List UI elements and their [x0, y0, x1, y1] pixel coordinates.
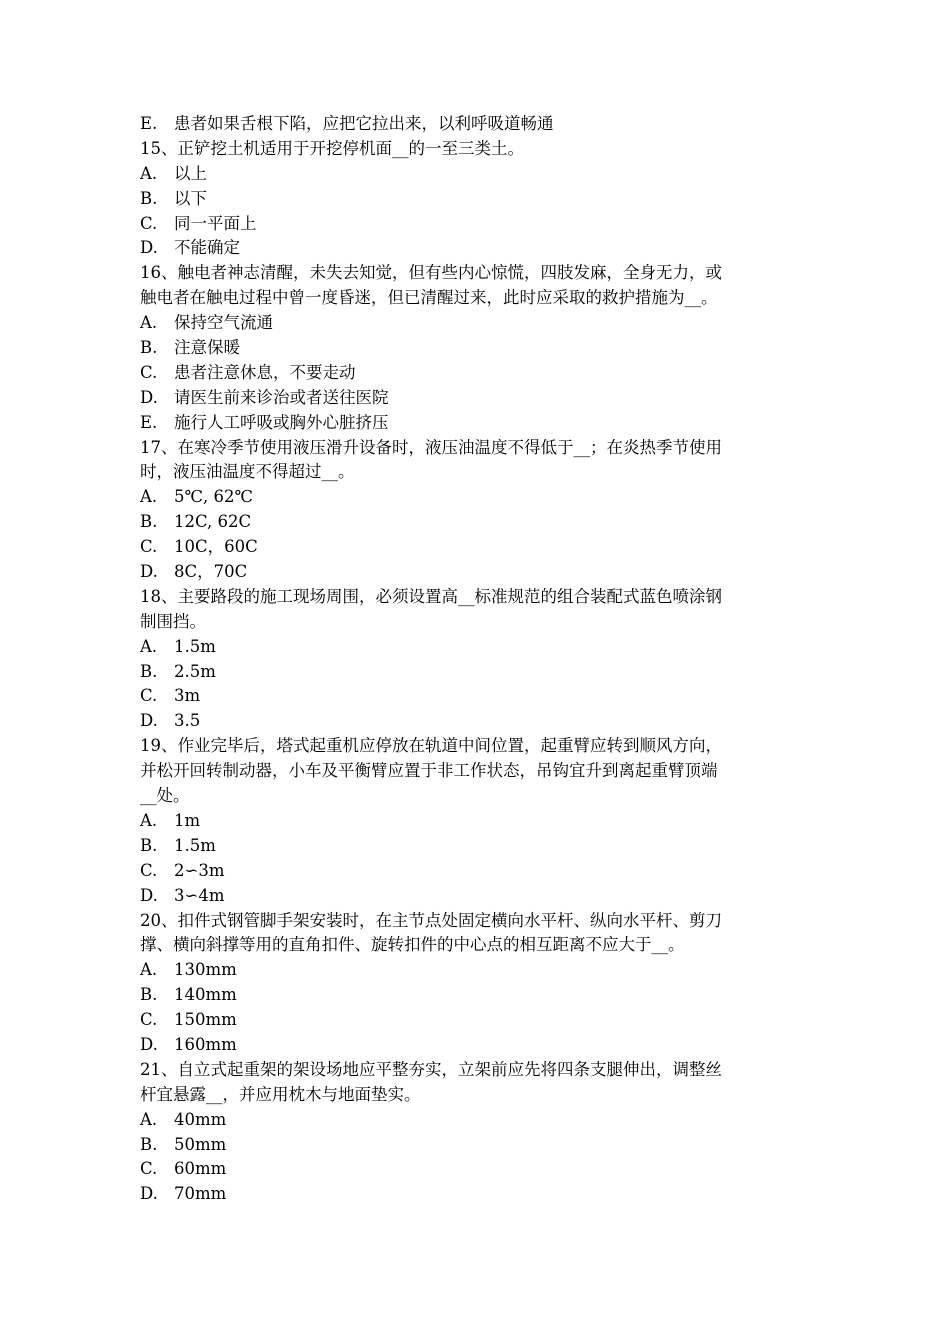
option-letter: B. [140, 835, 158, 855]
question-block [140, 734, 820, 908]
answer-option [140, 859, 820, 884]
option-text: 130mm [174, 960, 237, 980]
question-number: 18、 [140, 586, 178, 606]
option-text: 150mm [174, 1010, 237, 1030]
option-letter: A. [140, 636, 158, 656]
option-text: 1.5m [174, 636, 216, 656]
option-text: 1.5m [174, 835, 216, 855]
option-text: 同一平面上 [174, 213, 257, 233]
option-letter: A. [140, 163, 158, 183]
question-text-line [140, 460, 820, 485]
answer-option [140, 1008, 820, 1033]
answer-option [140, 187, 820, 212]
question-text-line [140, 436, 820, 461]
answer-option [140, 336, 820, 361]
option-text: 以上 [174, 163, 207, 183]
question-text-line [140, 1083, 820, 1108]
answer-option [140, 884, 820, 909]
question-text: 杆宜悬露__，并应用枕木与地面垫实。 [140, 1084, 421, 1104]
answer-option [140, 212, 820, 237]
question-text: 并松开回转制动器，小车及平衡臂应置于非工作状态，吊钩宜升到离起重臂顶端 [140, 761, 718, 781]
answer-option [140, 1157, 820, 1182]
answer-option [140, 560, 820, 585]
question-text: 制围挡。 [140, 611, 206, 631]
answer-option [140, 485, 820, 510]
option-letter: A. [140, 1109, 158, 1129]
option-letter: C. [140, 213, 158, 233]
question-text: 自立式起重架的架设场地应平整夯实，立架前应先将四条支腿伸出，调整丝 [177, 1059, 722, 1079]
question-text: 作业完毕后，塔式起重机应停放在轨道中间位置，起重臂应转到顺风方向， [177, 736, 722, 756]
option-text: 1m [174, 810, 201, 830]
question-text: __处。 [140, 786, 190, 806]
question-text-line [140, 784, 820, 809]
question-number: 21、 [140, 1059, 178, 1079]
option-text: 10C，60C [174, 537, 258, 557]
option-text: 5℃, 62℃ [174, 487, 253, 507]
option-text: 70mm [174, 1184, 227, 1204]
question-block [140, 909, 820, 1058]
leading-option [140, 112, 820, 137]
answer-option [140, 1182, 820, 1207]
option-text: 50mm [174, 1134, 227, 1154]
answer-option [140, 236, 820, 261]
option-text: 2∽3m [174, 860, 225, 880]
answer-option [140, 660, 820, 685]
question-text-line [140, 734, 820, 759]
option-letter: C. [140, 1010, 158, 1030]
answer-option [140, 510, 820, 535]
question-text-line [140, 933, 820, 958]
option-letter: D. [140, 387, 158, 407]
question-text: 主要路段的施工现场周围，必须设置高__标准规范的组合装配式蓝色喷涂钢 [177, 586, 722, 606]
option-letter: A. [140, 960, 158, 980]
option-text: 保持空气流通 [174, 313, 273, 333]
option-text: 以下 [174, 188, 207, 208]
question-list [140, 137, 820, 1207]
answer-option [140, 386, 820, 411]
option-text: 3∽4m [174, 885, 225, 905]
option-text: 患者如果舌根下陷，应把它拉出来，以利呼吸道畅通 [174, 114, 554, 133]
document-page [140, 112, 820, 1207]
question-block [140, 1058, 820, 1207]
option-text: 3.5 [174, 711, 201, 731]
answer-option [140, 684, 820, 709]
answer-option [140, 162, 820, 187]
option-letter: D. [140, 238, 158, 258]
option-text: 60mm [174, 1159, 227, 1179]
option-letter: A. [140, 810, 158, 830]
question-text-line [140, 759, 820, 784]
option-letter: E. [140, 114, 158, 133]
answer-option [140, 809, 820, 834]
option-letter: C. [140, 362, 158, 382]
option-letter: B. [140, 985, 158, 1005]
option-text: 12C, 62C [174, 512, 252, 532]
option-letter: C. [140, 860, 158, 880]
answer-option [140, 411, 820, 436]
answer-option [140, 311, 820, 336]
question-text: 触电者在触电过程中曾一度昏迷，但已清醒过来，此时应采取的救护措施为__。 [140, 288, 718, 308]
option-letter: E. [140, 412, 158, 432]
question-text: 正铲挖土机适用于开挖停机面__的一至三类土。 [177, 138, 524, 158]
option-letter: D. [140, 711, 158, 731]
question-text: 撑、横向斜撑等用的直角扣件、旋转扣件的中心点的相互距离不应大于__。 [140, 935, 685, 955]
question-text: 触电者神志清醒，未失去知觉，但有些内心惊慌，四肢发麻，全身无力，或 [177, 263, 722, 283]
option-text: 3m [174, 686, 201, 706]
answer-option [140, 983, 820, 1008]
answer-option [140, 535, 820, 560]
answer-option [140, 1033, 820, 1058]
question-text-line [140, 585, 820, 610]
question-block [140, 436, 820, 585]
answer-option [140, 361, 820, 386]
question-text-line [140, 610, 820, 635]
question-number: 16、 [140, 263, 178, 283]
option-text: 40mm [174, 1109, 227, 1129]
option-letter: A. [140, 487, 158, 507]
option-text: 施行人工呼吸或胸外心脏挤压 [174, 412, 389, 432]
option-letter: A. [140, 313, 158, 333]
question-number: 19、 [140, 736, 178, 756]
option-text: 不能确定 [174, 238, 240, 258]
answer-option [140, 709, 820, 734]
question-text: 时，液压油温度不得超过__。 [140, 462, 355, 482]
question-block [140, 261, 820, 435]
question-number: 20、 [140, 910, 178, 930]
option-letter: D. [140, 1034, 158, 1054]
question-text-line [140, 137, 820, 162]
option-text: 140mm [174, 985, 237, 1005]
question-text: 在寒冷季节使用液压滑升设备时，液压油温度不得低于__；在炎热季节使用 [177, 437, 722, 457]
option-text: 160mm [174, 1034, 237, 1054]
answer-option [140, 958, 820, 983]
option-letter: C. [140, 686, 158, 706]
answer-option [140, 834, 820, 859]
answer-option [140, 1133, 820, 1158]
option-letter: B. [140, 338, 158, 358]
option-letter: D. [140, 885, 158, 905]
question-text: 扣件式钢管脚手架安装时，在主节点处固定横向水平杆、纵向水平杆、剪刀 [177, 910, 722, 930]
question-text-line [140, 909, 820, 934]
option-text: 患者注意休息，不要走动 [174, 362, 356, 382]
answer-option [140, 635, 820, 660]
answer-option [140, 1108, 820, 1133]
option-text: 2.5m [174, 661, 216, 681]
question-block [140, 585, 820, 734]
option-letter: B. [140, 512, 158, 532]
question-number: 15、 [140, 138, 178, 158]
option-letter: D. [140, 1184, 158, 1204]
option-letter: D. [140, 562, 158, 582]
question-text-line [140, 286, 820, 311]
question-text-line [140, 261, 820, 286]
option-letter: B. [140, 1134, 158, 1154]
option-letter: C. [140, 1159, 158, 1179]
option-text: 8C，70C [174, 562, 248, 582]
question-block [140, 137, 820, 261]
question-text-line [140, 1058, 820, 1083]
question-number: 17、 [140, 437, 178, 457]
option-text: 注意保暖 [174, 338, 240, 358]
option-text: 请医生前来诊治或者送往医院 [174, 387, 389, 407]
option-letter: B. [140, 188, 158, 208]
option-letter: B. [140, 661, 158, 681]
option-letter: C. [140, 537, 158, 557]
